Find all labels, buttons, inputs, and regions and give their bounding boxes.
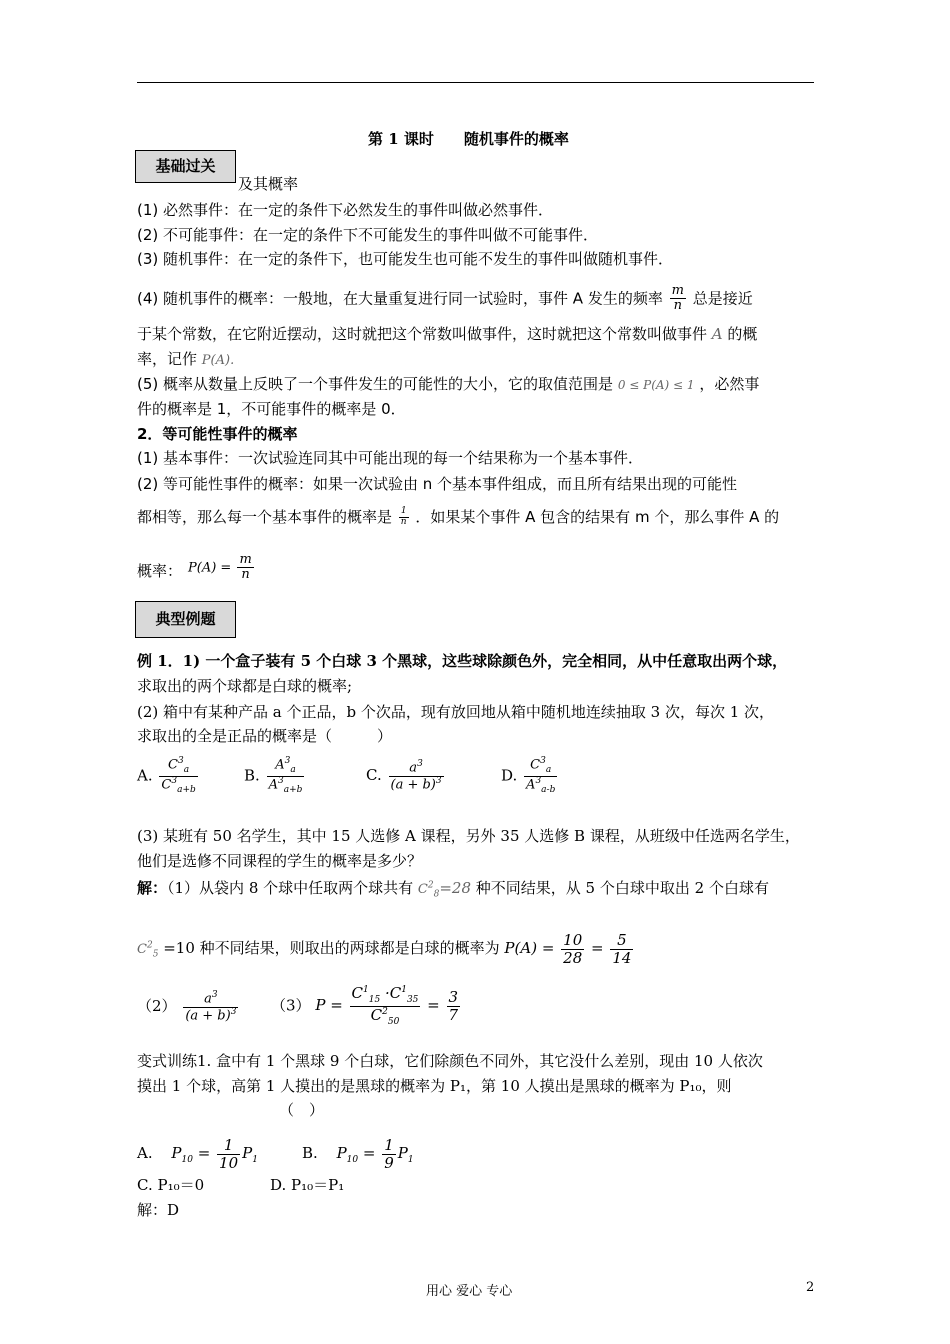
header-rule: [137, 82, 814, 83]
variant-option-c: C. P₁₀＝0: [137, 1176, 205, 1194]
solution-line-1-tail: 种不同结果，从 5 个白球中取出 2 个白球有: [475, 879, 769, 897]
solution-line-2-text: =10 种不同结果，则取出的两球都是白球的概率为: [163, 939, 500, 957]
solution-2-label: （2）: [137, 997, 177, 1016]
option-b-fraction: $\frac{A^3_a}{A^3_{a+b}}$: [268, 756, 303, 795]
option-d-label: D.: [501, 766, 518, 785]
variant-option-b-formula: $P_{10}$ = $\frac{1}{9}$ $P_1$: [336, 1136, 414, 1172]
example1-line-1-text: 例 1．1) 一个盒子装有 5 个白球 3 个黑球，这些球除颜色外，完全相同，从中任意取出两个球，: [137, 652, 788, 670]
def-line-7-text: (5) 概率从数量上反映了一个事件发生的可能性的大小，它的取值范围是: [137, 375, 614, 393]
option-d-fraction: $\frac{C^3_a}{A^3_{a-b}}$: [526, 756, 556, 795]
prob-formula-lhs: P(A) =: [188, 560, 232, 576]
section1-heading: 及其概率: [238, 175, 299, 193]
solution-line-2: [137, 932, 635, 966]
notation-pa: P(A).: [201, 353, 235, 368]
one-over-n-fraction: $\frac{1}{n}$: [400, 506, 407, 527]
option-c-fraction: $\frac{a^3}{(a + b)^3}$: [390, 759, 442, 792]
c82-value: =28: [439, 879, 471, 897]
variant-answer: 解：D: [137, 1201, 180, 1219]
variant-option-b: [302, 1137, 414, 1171]
def-line-6: [137, 348, 234, 369]
option-d: [501, 757, 559, 796]
def-line-5: [137, 323, 757, 344]
solution-line-1-text: （1）从袋内 8 个球中任取两个球共有: [167, 879, 414, 897]
solution-3-formula: P = $\frac{C^1_{15} \cdot C^1_{35}}{C^2_{50}}$ = $\frac{3}{7}$: [315, 984, 459, 1027]
section-label-examples: 典型例题: [135, 601, 236, 638]
variant-line-2: 摸出 1 个球，高第 1 人摸出的是黑球的概率为 P₁，第 10 人摸出是黑球的概率为 P₁₀，则: [137, 1077, 732, 1095]
example1-line-2: 求取出的两个球都是白球的概率;: [137, 677, 353, 695]
variant-option-a: [137, 1137, 258, 1171]
option-b-label: B.: [244, 766, 260, 785]
prob-formula: [188, 553, 256, 583]
option-c: [366, 760, 446, 792]
equal-prob-line-2-text: 都相等，那么每一个基本事件的概率是: [137, 508, 393, 526]
m-over-n-fraction: $\frac{m}{n}$: [239, 552, 252, 583]
def-line-8: 件的概率是 1，不可能事件的概率是 0．: [137, 400, 406, 418]
example3-line-2: 他们是选修不同课程的学生的概率是多少？: [137, 852, 423, 870]
solution-1-answer: P(A) = $\frac{10}{28}$ = $\frac{5}{14}$: [504, 931, 632, 967]
def-line-7: [137, 373, 759, 394]
variant-option-b-label: B.: [302, 1144, 318, 1162]
def-line-1: (1) 必然事件：在一定的条件下必然发生的事件叫做必然事件．: [137, 201, 554, 219]
variant-option-d: D. P₁₀＝P₁: [270, 1176, 345, 1194]
range-formula: 0 ≤ P(A) ≤ 1: [617, 378, 695, 392]
solution-label: 解：: [137, 879, 168, 897]
variant-line-1: 变式训练1. 盒中有 1 个黑球 9 个白球，它们除颜色不同外，其它没什么差别，现由 10 人依次: [137, 1052, 763, 1070]
section-label-basics: 基础过关: [135, 150, 236, 183]
def-line-3: (3) 随机事件：在一定的条件下，也可能发生也可能不发生的事件叫做随机事件．: [137, 250, 674, 268]
def-line-7-tail: ，必然事: [699, 375, 760, 393]
section1-heading-2: 2．等可能性事件的概率: [137, 425, 298, 443]
equal-prob-line-2-tail: ．如果某个事件 A 包含的结果有 m 个，那么事件 A 的: [415, 508, 780, 526]
event-a: A: [711, 325, 723, 343]
option-a-fraction: $\frac{C^3_a}{C^3_{a+b}}$: [161, 756, 196, 795]
solution-2-fraction: $\frac{a^3}{(a + b)^3}$: [185, 990, 237, 1023]
prob-line: 概率：: [137, 562, 183, 580]
basic-event-line: (1) 基本事件：一次试验连同其中可能出现的每一个结果称为一个基本事件．: [137, 449, 644, 467]
variant-option-a-label: A.: [137, 1144, 153, 1162]
solution-2: [137, 991, 240, 1023]
def-line-5-text: 于某个常数，在它附近摆动，这时就把这个常数叫做事件，这时就把这个常数叫做事件: [137, 325, 708, 343]
def-line-4-tail: 总是接近: [692, 289, 753, 308]
option-a-label: A.: [137, 766, 153, 785]
solution-3: [271, 985, 462, 1028]
solution-line-1: [137, 877, 769, 900]
variant-bracket: （ ）: [279, 1101, 325, 1119]
page-title: 第 1 课时 随机事件的概率: [368, 130, 569, 148]
equal-prob-line-1: (2) 等可能性事件的概率：如果一次试验由 n 个基本事件组成，而且所有结果出现的可能性: [137, 475, 738, 493]
example1-line-3: (2) 箱中有某种产品 a 个正品，b 个次品，现有放回地从箱中随机地连续抽取 3 次，每次 1 次，: [137, 703, 775, 721]
def-line-4-text: (4) 随机事件的概率：一般地，在大量重复进行同一试验时，事件 A 发生的频率: [137, 289, 663, 308]
example1-line-1: [137, 650, 787, 671]
solution-3-label: （3）: [271, 996, 311, 1015]
def-line-5-tail: 的概: [727, 325, 758, 343]
option-a: [137, 757, 200, 796]
def-line-4: [137, 284, 753, 314]
example1-line-4: 求取出的全是正品的概率是（ ）: [137, 727, 393, 745]
example3-line-1: (3) 某班有 50 名学生，其中 15 人选修 A 课程，另外 35 人选修 B 课程，从班级中任选两名学生，: [137, 827, 800, 845]
variant-option-a-formula: $P_{10}$ = $\frac{1}{10}$ $P_1$: [171, 1136, 258, 1172]
option-c-label: C.: [366, 766, 382, 785]
c52: $C^2_5$: [137, 940, 159, 960]
c82: $C^2_8$: [417, 880, 440, 900]
page-number: 2: [806, 1280, 815, 1295]
def-line-2: (2) 不可能事件：在一定的条件下不可能发生的事件叫做不可能事件．: [137, 226, 599, 244]
freq-fraction: $\frac{m}{n}$: [671, 283, 684, 314]
option-b: [244, 757, 306, 796]
def-line-6-text: 率，记作: [137, 350, 198, 368]
footer-text: 用心 爱心 专心: [426, 1284, 513, 1299]
equal-prob-line-2: [137, 506, 779, 528]
